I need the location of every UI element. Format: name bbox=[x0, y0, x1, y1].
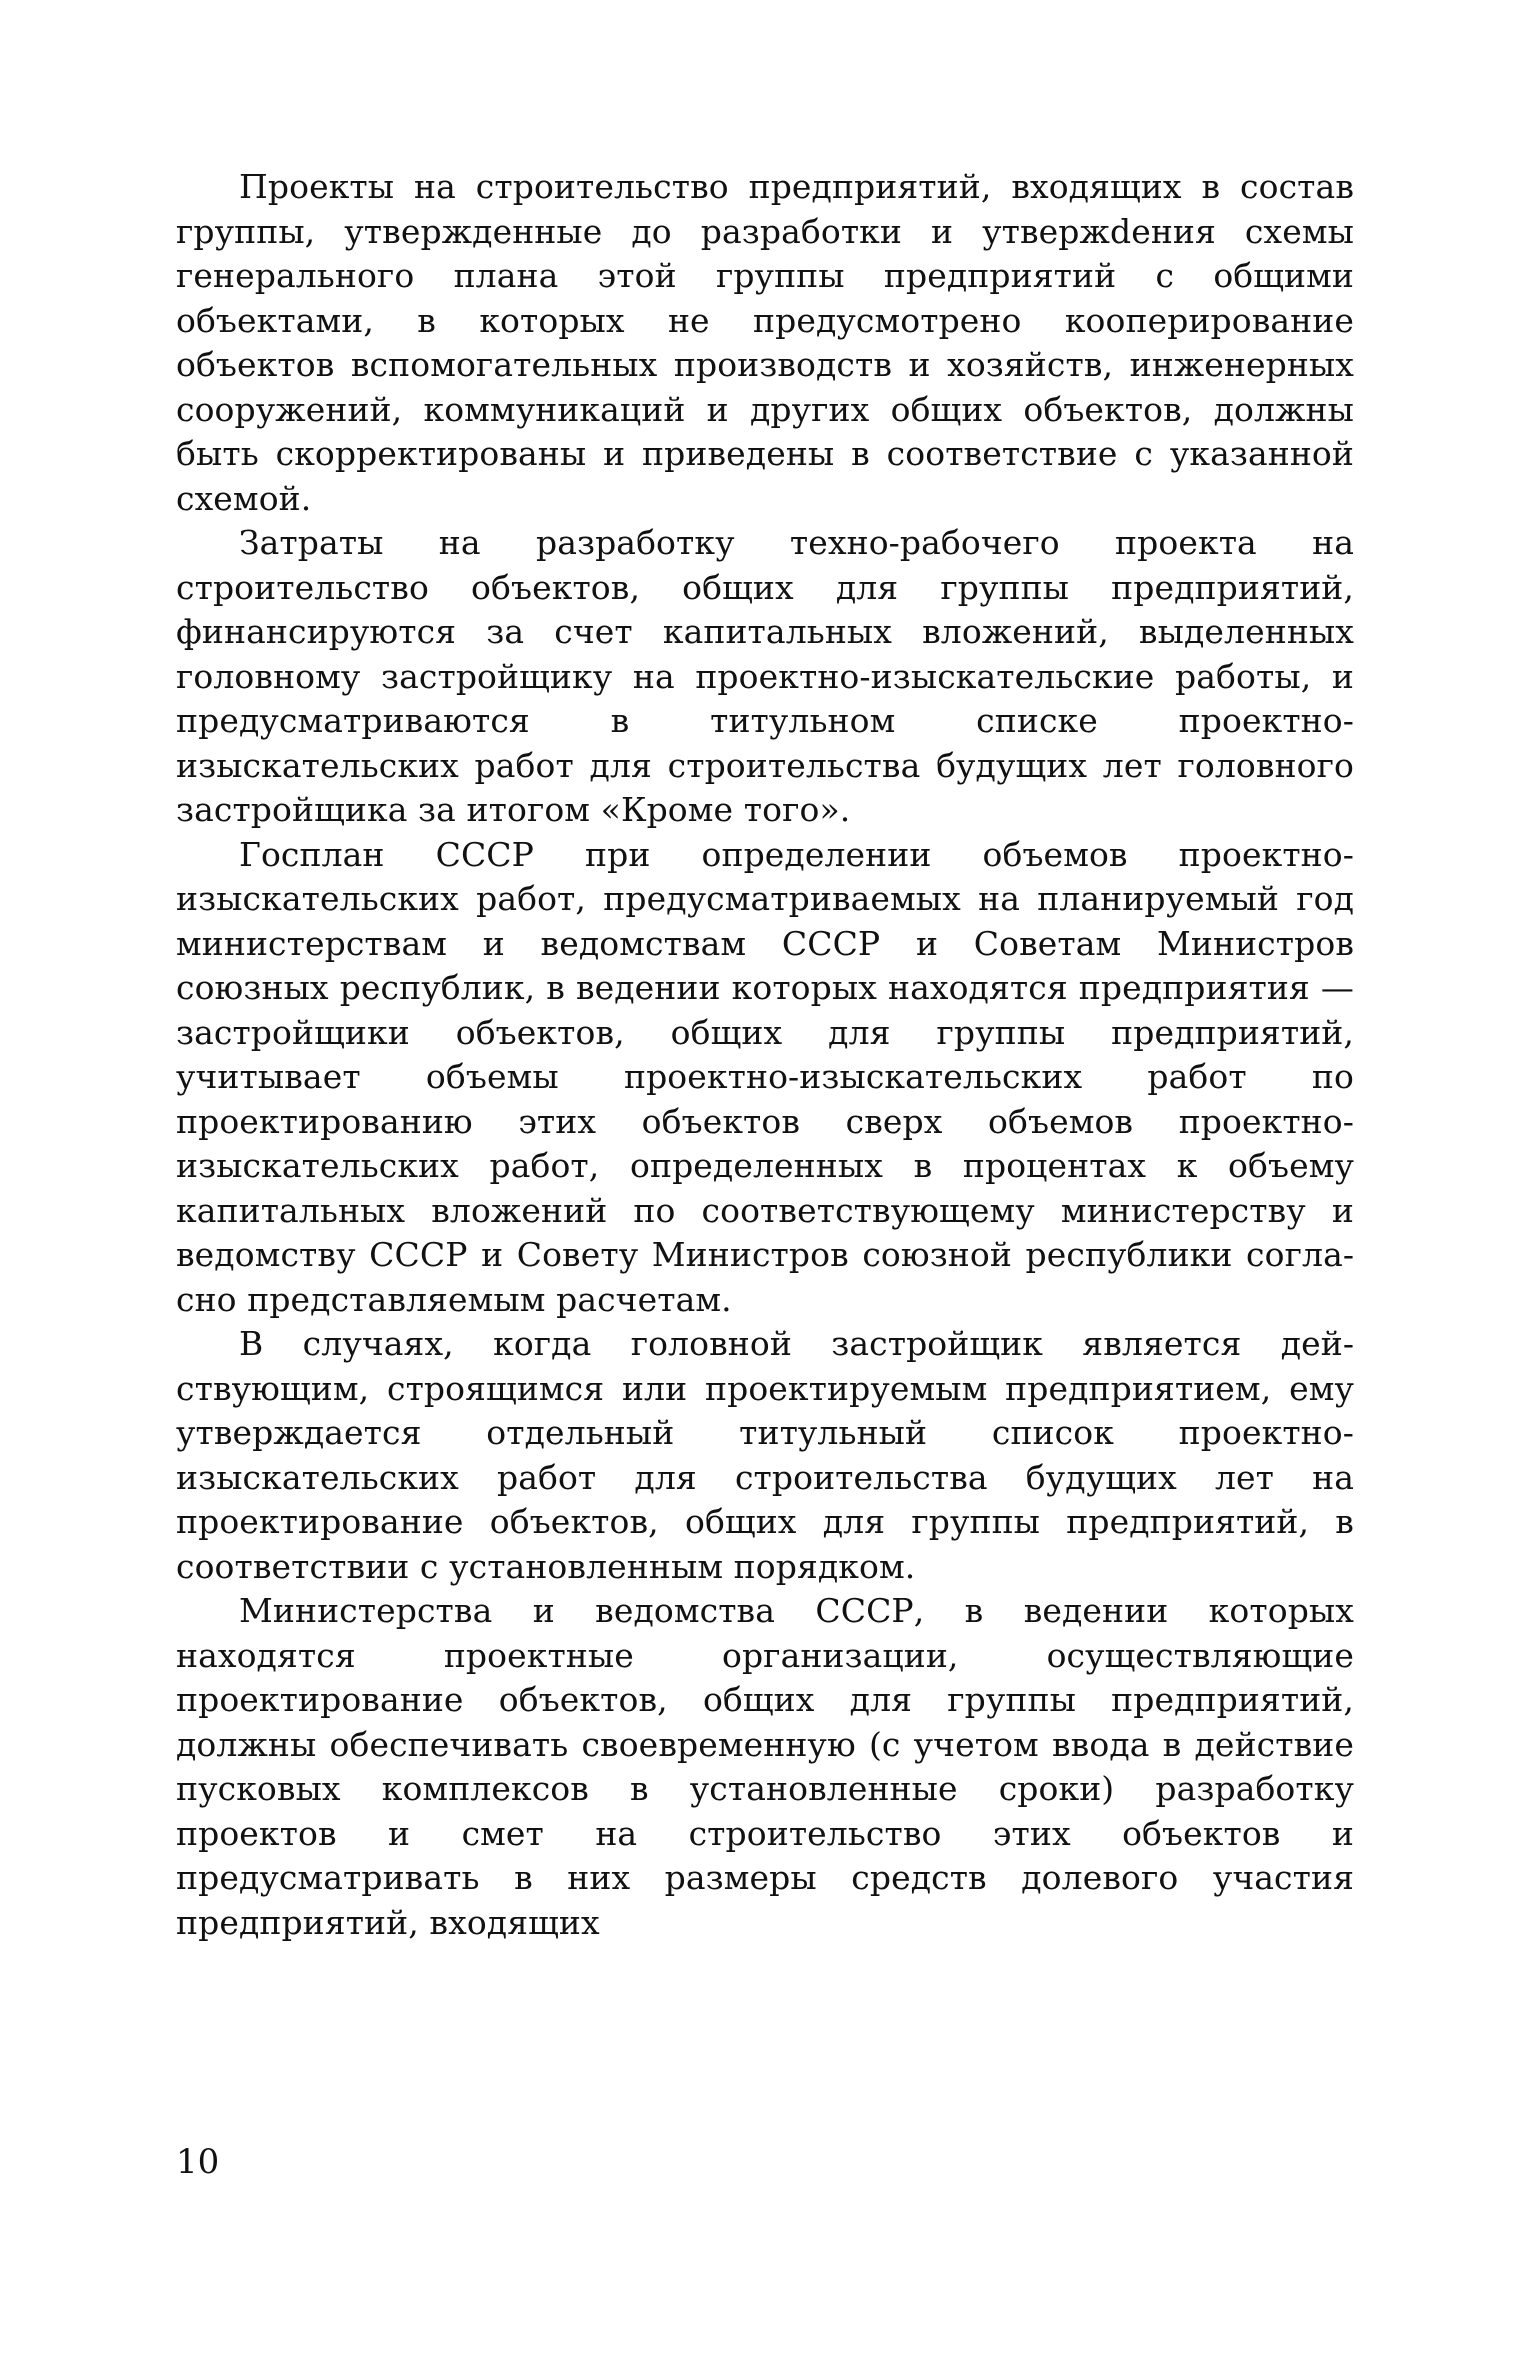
paragraph-3: Госплан СССР при определении объемов проектно-изыскательских работ, предусматриваемых на планируемый год министерствам и ведомствам СССР и Советам Министров союзных республик, в ведении которых находятся предприятия — застройщики объектов, общих для группы предприятий, учитывает объемы проектно-изыскательских работ по проектированию этих объектов сверх объемов проектно-изыскательских работ, определенных в процентах к объему капитальных вложений по соответствующему министерству и ведомству СССР и Совету Министров союзной республики согласно представляемым расчетам. bbox=[176, 834, 1354, 1319]
paragraph-2: Затраты на разработку техно-рабочего проекта на строительство объектов, общих для группы предприятий, финансируются за счет капитальных вложений, выделенных головному застройщику на проектно-изыскательские работы, и предусматриваются в титульном списке проектно-изыскательских работ для строительства будущих лет головного застройщика за итогом «Кроме того». bbox=[176, 523, 1354, 829]
paragraph-5: Министерства и ведомства СССР, в ведении которых находятся проектные организации, осуществляющие проектирование объектов, общих для группы предприятий, должны обеспечивать своевременную (с учетом ввода в действие пусковых комплексов в установленные сроки) разработку проектов и смет на строительство этих объектов и предусматривать в них размеры средств долевого участия предприятий, входящих bbox=[176, 1591, 1354, 1942]
paragraph-1: Проекты на строительство предприятий, входящих в состав группы, утвержденные до разработки и утвержdения схемы генерального плана этой группы предприятий с общими объектами, в которых не предусмотрено кооперирование объектов вспомогательных производств и хозяйств, инженерных сооружений, коммуникаций и других общих объектов, должны быть скорректированы и приведены в соответствие с указанной схемой. bbox=[176, 167, 1354, 518]
paragraph-4: В случаях, когда головной застройщик является действующим, строящимся или проектируемым предприятием, ему утверждается отдельный титульный список проектно-изыскательских работ для строительства будущих лет на проектирование объектов, общих для группы предприятий, в соответствии с установленным порядком. bbox=[176, 1324, 1354, 1586]
page-number: 10 bbox=[176, 2142, 220, 2182]
page-body bbox=[176, 165, 1354, 2145]
